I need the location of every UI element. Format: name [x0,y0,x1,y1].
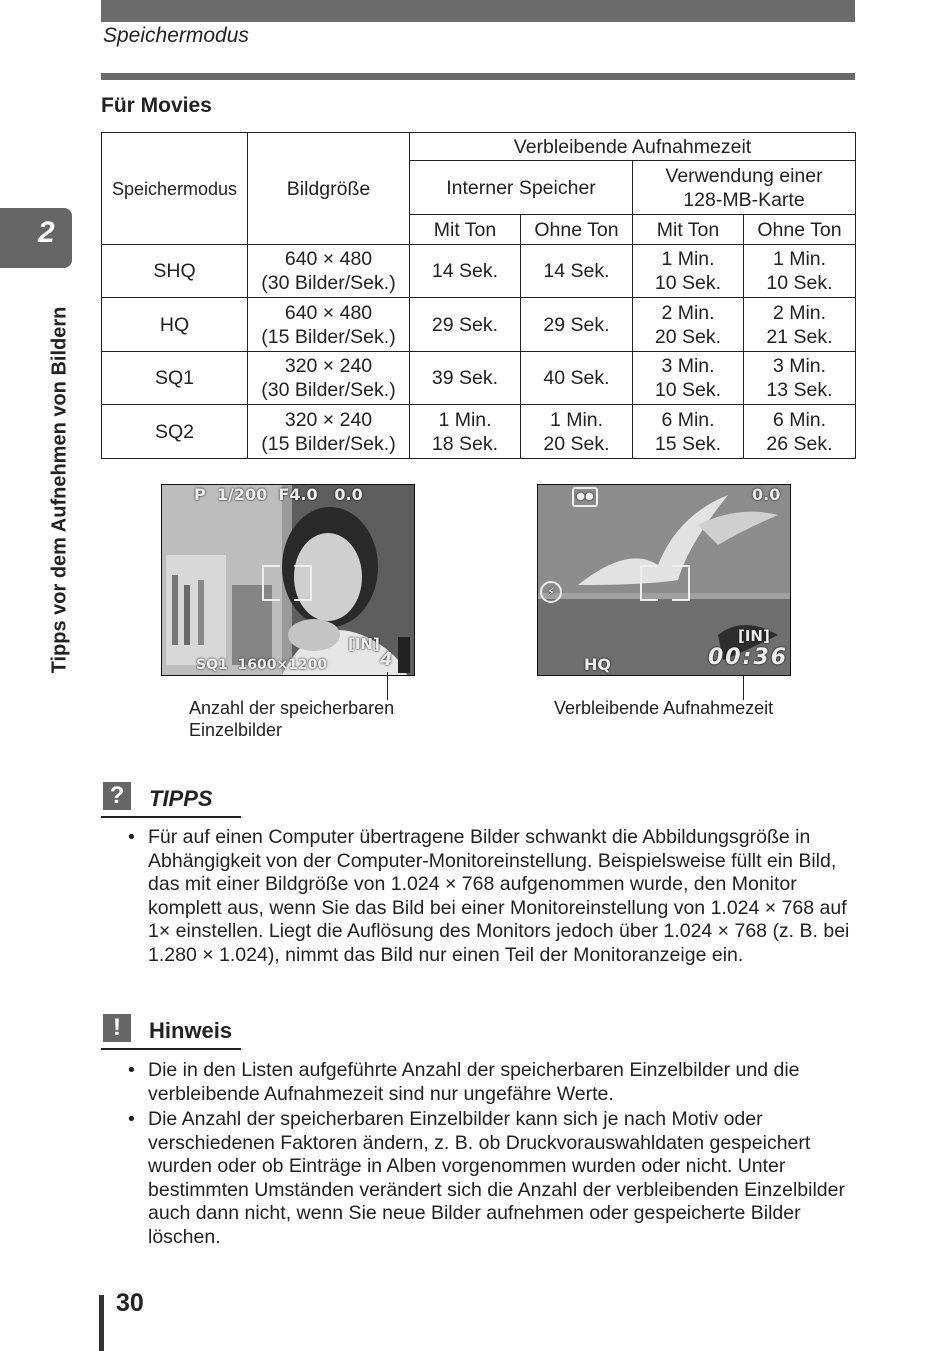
table-header-internal-with-sound: Mit Ton [410,215,521,245]
list-item: • Für auf einen Computer übertragene Bilder schwankt die Abbildungsgröße in Abhängigkeit von der Computer-Monitoreinstellung. Beispielsweise füllt ein Bild, das mit einer Bildgröße von 1.024 × 768 aufgenommen wurde, den Monitor komplett aus, wenn Sie das Bild bei einer Monitoreinstellung von 1.024 × 768 auf 1× einstellen. Liegt die Auflösung des Monitors jedoch über 1.024 × 768 (z. B. bei 1.280 × 1.024), nimmt das Bild nur einen Teil der Monitoranzeige ein. [128,826,850,966]
list-item: • Die Anzahl der speicherbaren Einzelbilder kann sich je nach Motiv oder verschiedenen Faktoren ändern, z. B. ob Druckvorauswahldaten gespeichert wurden oder ob Einträge in Alben vorgenommen wurden oder nicht. Unter bestimmten Umständen verändert sich die Anzahl der verbleibenden Einzelbilder auch dann nicht, wenn Sie neue Bilder aufnehmen oder gespeicherte Bilder löschen. [128,1108,845,1248]
chapter-number: 2 [38,216,55,249]
header-rule [101,73,855,80]
table-header-card: Verwendung einer 128-MB-Karte [633,161,856,215]
table-header-mode: Speichermodus [102,133,248,245]
tips-title: TIPPS [149,786,213,811]
caption-storable-images: Anzahl der speicherbaren Einzelbilder [189,698,395,740]
note-title: Hinweis [149,1018,233,1043]
af-bracket-left [262,565,280,601]
osd-count-bar [398,637,410,673]
leader-line-left [387,672,388,700]
note-heading [101,1014,241,1050]
header-bar [101,0,855,22]
osd-frame-count: 4 [380,649,393,670]
page-number: 30 [116,1289,144,1317]
caption-remaining-time: Verbleibende Aufnahmezeit [554,698,774,718]
table-row: SQ2 320 × 240 (15 Bilder/Sek.) 1 Min. 18 Sek. 1 Min. 20 Sek. 6 Min. 15 Sek. 6 Min. 26 Sek. [102,405,856,459]
chapter-title: Tipps vor dem Aufnehmen von Bildern [48,306,71,674]
osd-memory: [IN] [738,627,770,645]
osd-memory: [IN] [348,635,380,653]
table-header-internal: Interner Speicher [410,161,633,215]
osd-remaining-time: 00:36 [708,645,789,670]
osd-mode-resolution: SQ1 1600×1200 [196,657,328,673]
table-row: SHQ 640 × 480 (30 Bilder/Sek.) 14 Sek. 14 Sek. 1 Min. 10 Sek. 1 Min. 10 Sek. [102,245,856,298]
camera-screen-movie [537,484,791,676]
tips-heading [101,782,241,818]
chapter-tab [0,208,72,268]
movies-heading: Für Movies [101,94,212,117]
af-bracket-left [640,565,658,601]
question-icon: ? [103,782,131,810]
movie-recording-time-table [101,132,856,459]
table-header-internal-without-sound: Ohne Ton [521,215,633,245]
flash-icon: ⚡ [540,581,562,603]
osd-exposure: P 1/200 F4.0 0.0 [194,485,363,504]
camera-screen-still [161,484,415,676]
section-title: Speichermodus [103,24,249,47]
movie-camera-icon: ●● [572,487,598,507]
af-bracket-right [294,565,312,601]
table-header-card-with-sound: Mit Ton [633,215,744,245]
af-bracket-right [672,565,690,601]
table-row: SQ1 320 × 240 (30 Bilder/Sek.) 39 Sek. 40 Sek. 3 Min. 10 Sek. 3 Min. 13 Sek. [102,352,856,405]
table-header-remaining: Verbleibende Aufnahmezeit [410,133,856,161]
osd-exposure-comp: 0.0 [752,485,781,504]
table-row: HQ 640 × 480 (15 Bilder/Sek.) 29 Sek. 29 Sek. 2 Min. 20 Sek. 2 Min. 21 Sek. [102,298,856,352]
exclamation-icon: ! [103,1014,131,1042]
table-header-size: Bildgröße [248,133,410,245]
osd-record-mode: HQ [584,655,611,674]
page-bar [99,1295,104,1351]
table-header-card-without-sound: Ohne Ton [744,215,856,245]
list-item: • Die in den Listen aufgeführte Anzahl der speicherbaren Einzelbilder und die verbleibende Aufnahmezeit sind nur ungefähre Werte. [128,1059,800,1105]
